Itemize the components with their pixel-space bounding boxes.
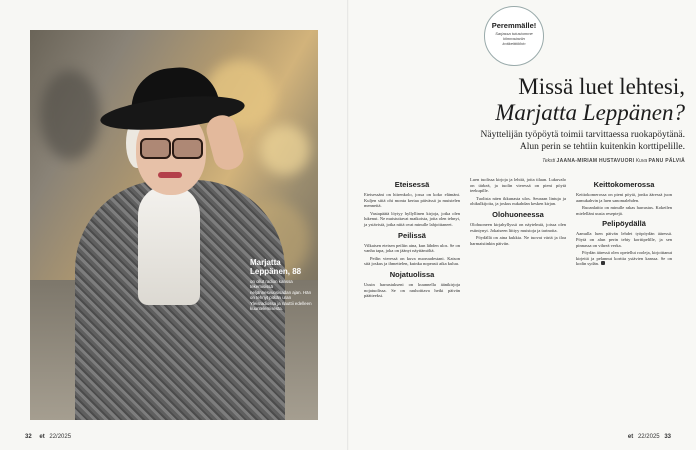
paragraph — [576, 250, 672, 267]
right-magazine: et — [627, 434, 634, 440]
paragraph: Uusin harrastukseni on kuunnella äänikirjoja nojatuolissa. Se on rauhoittava hetki päivän päätteeksi. — [364, 281, 460, 299]
heading-eteisessa: Eteisessä — [394, 180, 430, 189]
article-column-2 — [470, 177, 566, 248]
byline-photographer: PANU PÄLVIÄ — [648, 158, 685, 164]
paragraph: Vastapäätä löytyy hyllyllinen kirjoja, jotka olen lukenut. Ne muistuttavat matkoista, joita olen tehnyt, ja ystävistä, jotka niitä ovat minulle lahjoittaneet. — [364, 210, 460, 227]
article-column-1 — [364, 177, 460, 301]
caption-name-2: Leppänen, 88 — [250, 267, 302, 276]
right-page-number — [625, 434, 674, 440]
lede-line-1: Näyttelijän työpöytä toimii tarvittaessa ruokapöytänä. — [480, 130, 685, 140]
paragraph: Ruoanlaitto on minulle rakas harrastus. Kokeilen mielelläni uusia reseptejä. — [576, 205, 672, 216]
badge-subtitle: Sarjassa tutustumme kiinnostaviin kotikeittiöihin — [495, 31, 533, 46]
heading-peilissa: Peilissä — [398, 230, 426, 240]
right-issue: 22/2025 — [637, 434, 660, 440]
article-column-3 — [576, 177, 672, 269]
left-page-number — [22, 434, 71, 440]
byline-photo-label: Kuva — [635, 158, 648, 164]
series-badge — [484, 6, 544, 66]
caption-text: on ollut radion kanssa tekemisissä neljännesvuosisadan ajan. Hän on tehnyt pitkän uran Yleisradiossa ja nauttii edelleen kuuntelemisesta. — [250, 279, 312, 312]
paragraph: Peilin vieressä on kuva nuoruudestani. Katson sitä joskus ja ihmettelen, kuinka nopeasti aika kuluu. — [364, 255, 460, 267]
paragraph: Keittokomerossa on pieni pöytä, jonka ääressä juon aamukahvin ja luen sanomalehden. — [576, 192, 672, 203]
paragraph: Luen tuolissa kirjoja ja lehtiä, joita tilaan. Lukuvalo on tärkeä, ja tuolin vieressä on pieni pöytä teekupille. — [470, 177, 566, 194]
paragraph: Eteisessäni on hiirenkolo, jossa on koko elämäni. Kuljen siitä ohi monta kertaa päivässä ja muistelen menneitä. — [364, 192, 460, 209]
paragraph: Vilkaisen eteisen peiliin aina, kun lähden ulos. Se on vanha tapa, joka on jäänyt näyttämöltä. — [364, 242, 460, 254]
byline — [345, 158, 685, 164]
left-magazine: et — [39, 434, 45, 440]
heading-pelipoydalla: Pelipöydällä — [602, 219, 646, 229]
gutter — [347, 0, 349, 450]
headline-line-1: Missä luet lehtesi, — [518, 74, 685, 99]
portrait-photo — [30, 30, 318, 420]
heading-olohuoneessa: Olohuoneessa — [492, 209, 544, 219]
left-issue: 22/2025 — [49, 434, 72, 440]
caption-name-1: Marjatta — [250, 258, 281, 267]
heading-nojatuolissa: Nojatuolissa — [389, 269, 435, 279]
headline-line-2: Marjatta Leppänen? — [495, 100, 685, 125]
paragraph: Olohuoneen kirjahyllyssä on näytelmiä, joissa olen esiintynyt. Jokaiseen liittyy muistoja ja tarinoita. — [470, 221, 566, 233]
lede-line-2: Alun perin se tehtiin kuitenkin korttipelille. — [519, 142, 685, 152]
paragraph: Tuolista näen ikkunasta ulos. Seuraan lintuja ja ohikulkijoita, ja joskus nukahdan kesken kirjan. — [470, 195, 566, 207]
final-paragraph-text: Pöydän ääressä olen opetellut rooleja, kirjoittanut kirjeitä ja pelannut korttia ystävien kanssa. Se on kodin sydän. — [576, 250, 672, 267]
photo-caption — [250, 258, 314, 311]
right-page-num: 33 — [664, 434, 671, 440]
byline-author: JAANA-MIRIAM HUSTAVUORI — [556, 158, 635, 164]
left-page-num: 32 — [25, 434, 32, 440]
byline-text-label: Teksti — [542, 158, 556, 164]
end-mark-icon — [601, 261, 605, 265]
heading-keittokomerossa: Keittokomerossa — [593, 180, 655, 189]
paragraph: Pöydällä on aina kukkia. Ne tuovat väriä ja iloa harmaisiinkin päiviin. — [470, 235, 566, 246]
badge-title: Peremmälle! — [491, 21, 537, 30]
paragraph: Aamulla luen päivän lehdet työpöydän ääressä. Pöytä on alun perin tehty korttipelille, ja sen pinnassa on vihreä verka. — [576, 231, 672, 248]
